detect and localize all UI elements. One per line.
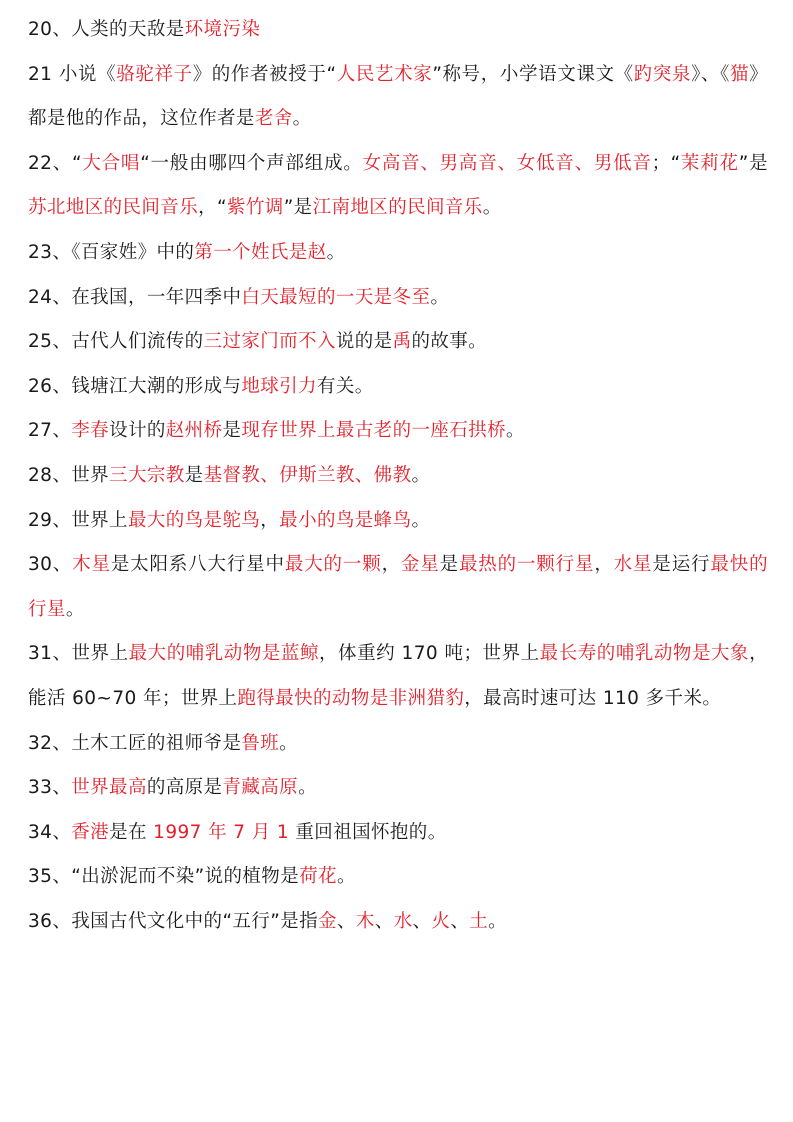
highlighted-answer: 紫竹调: [227, 197, 284, 219]
highlighted-answer: 白天最短的一天是冬至: [241, 286, 431, 308]
highlighted-answer: 鲁班: [241, 732, 280, 754]
fact-item-22: [28, 142, 768, 231]
question-text: ”称号，小学语文课文《: [432, 63, 634, 85]
highlighted-answer: 香港: [71, 821, 110, 843]
question-text: 说的是: [335, 331, 393, 353]
highlighted-answer: 趵突泉: [633, 63, 692, 85]
question-text: 、: [336, 910, 356, 932]
highlighted-answer: 三过家门而不入: [203, 331, 336, 353]
question-text: 》都是他的作品，这位作者是: [28, 63, 768, 130]
highlighted-answer: 女高音、男高音、女低音、男低音: [362, 152, 652, 174]
question-text: 是在: [109, 821, 154, 843]
highlighted-answer: 金星: [400, 554, 440, 576]
highlighted-answer: 李春: [71, 420, 110, 442]
highlighted-answer: 跑得最快的动物是非洲猎豹: [237, 687, 465, 709]
question-text: “一般由哪四个声部组成。: [140, 152, 363, 174]
question-text: 29、世界上: [28, 509, 128, 531]
fact-item-20: [28, 8, 768, 53]
question-text: 23、《百家姓》中的: [28, 241, 195, 263]
highlighted-answer: 最热的一颗行星: [458, 554, 595, 576]
question-text: 。: [298, 777, 317, 799]
question-text: 27、: [28, 420, 72, 442]
highlighted-answer: 最小的鸟是蜂鸟: [279, 509, 412, 531]
highlighted-answer: 基督教、伊斯兰教、佛教: [203, 464, 412, 486]
question-text: 24、在我国，一年四季中: [28, 286, 242, 308]
fact-item-24: [28, 276, 768, 321]
question-text: 是: [184, 464, 204, 486]
fact-item-31: [28, 632, 768, 721]
quiz-fact-list: [28, 8, 768, 944]
question-text: ，“: [198, 197, 227, 219]
question-text: ，: [260, 509, 280, 531]
question-text: 36、我国古代文化中的“五行”是指: [28, 910, 319, 932]
fact-item-32: [28, 722, 768, 767]
question-text: 。: [65, 598, 85, 620]
highlighted-answer: 苏北地区的民间音乐: [28, 197, 199, 219]
highlighted-answer: 人民艺术家: [336, 63, 433, 85]
highlighted-answer: 水: [393, 910, 413, 932]
fact-item-34: [28, 811, 768, 856]
highlighted-answer: 三大宗教: [109, 464, 185, 486]
question-text: 32、土木工匠的祖师爷是: [28, 732, 242, 754]
highlighted-answer: 环境污染: [184, 19, 261, 40]
question-text: 。: [336, 866, 356, 888]
question-text: ”是: [283, 197, 313, 219]
highlighted-answer: 江南地区的民间音乐: [312, 197, 483, 219]
highlighted-answer: 荷花: [299, 866, 337, 888]
question-text: 的故事。: [411, 331, 488, 353]
highlighted-answer: 赵州桥: [165, 420, 223, 442]
fact-item-36: [28, 900, 768, 945]
question-text: 。: [430, 286, 450, 308]
question-text: ，最高时速可达 110 多千米。: [464, 687, 722, 709]
question-text: 28、世界: [28, 464, 110, 486]
highlighted-answer: 大合唱: [81, 152, 141, 174]
highlighted-answer: 地球引力: [241, 375, 317, 397]
question-text: ，能活 60~70 年；世界上: [28, 643, 768, 709]
highlighted-answer: 现存世界上最古老的一座石拱桥: [241, 420, 506, 442]
question-text: 、: [374, 910, 394, 932]
question-text: ，: [381, 554, 401, 576]
fact-item-21: [28, 53, 768, 142]
highlighted-answer: 青藏高原: [222, 777, 299, 799]
question-text: 设计的: [109, 420, 166, 442]
question-text: 是运行: [652, 554, 711, 576]
highlighted-answer: 水星: [613, 554, 653, 576]
question-text: 。: [505, 420, 525, 442]
question-text: 。: [488, 910, 508, 932]
question-text: 20、人类的天敌是: [28, 19, 185, 40]
question-text: 、: [412, 910, 432, 932]
question-text: 是: [439, 554, 459, 576]
fact-item-27: [28, 409, 768, 454]
highlighted-answer: 第一个姓氏是赵: [194, 241, 327, 263]
highlighted-answer: 茉莉花: [680, 152, 739, 174]
question-text: 35、“出淤泥而不染”说的植物是: [28, 866, 300, 888]
question-text: 是: [222, 420, 242, 442]
document-page: [28, 8, 768, 944]
question-text: 》、《: [691, 63, 730, 85]
question-text: 。: [326, 241, 346, 263]
highlighted-answer: 老舍: [254, 108, 293, 130]
question-text: 。: [411, 509, 431, 531]
question-text: ”是: [738, 152, 769, 174]
fact-item-30: [28, 543, 768, 632]
question-text: 26、钱塘江大潮的形成与: [28, 375, 242, 397]
highlighted-answer: 金: [318, 910, 337, 932]
question-text: ，: [594, 554, 614, 576]
question-text: 重回祖国怀抱的。: [289, 821, 447, 843]
fact-item-28: [28, 454, 768, 499]
question-text: 22、“: [28, 152, 82, 174]
highlighted-answer: 禹: [392, 331, 412, 353]
fact-item-25: [28, 320, 768, 365]
highlighted-answer: 最大的鸟是鸵鸟: [127, 509, 261, 531]
highlighted-answer: 土: [469, 910, 489, 932]
highlighted-answer: 火: [431, 910, 451, 932]
fact-item-29: [28, 499, 768, 544]
highlighted-answer: 最快的行星: [28, 554, 768, 620]
highlighted-answer: 最大的哺乳动物是蓝鲸: [128, 643, 319, 665]
question-text: ，体重约 170 吨；世界上: [319, 643, 540, 665]
highlighted-answer: 最长寿的哺乳动物是大象: [539, 643, 750, 665]
fact-item-33: [28, 766, 768, 811]
question-text: 33、: [28, 777, 72, 799]
highlighted-answer: 猫: [729, 63, 750, 85]
question-text: 、: [450, 910, 470, 932]
highlighted-answer: 最大的一颗: [284, 554, 382, 576]
highlighted-answer: 世界最高: [71, 777, 147, 799]
question-text: 31、世界上: [28, 643, 129, 665]
question-text: 25、古代人们流传的: [28, 331, 204, 353]
question-text: 。: [482, 197, 502, 219]
question-text: 。: [411, 464, 431, 486]
question-text: 是太阳系八大行星中: [110, 554, 285, 576]
highlighted-answer: 木: [355, 910, 375, 932]
question-text: 的高原是: [146, 777, 223, 799]
question-text: 有关。: [316, 375, 374, 397]
question-text: ；“: [651, 152, 681, 174]
fact-item-26: [28, 365, 768, 410]
question-text: 30、: [28, 554, 73, 576]
highlighted-answer: 1997 年 7 月 1: [153, 821, 290, 843]
fact-item-23: [28, 231, 768, 276]
question-text: 21 小说《: [28, 63, 117, 85]
highlighted-answer: 骆驼祥子: [116, 63, 193, 85]
question-text: 。: [292, 108, 312, 130]
fact-item-35: [28, 855, 768, 900]
question-text: 》的作者被授于“: [192, 63, 337, 85]
question-text: 34、: [28, 821, 72, 843]
question-text: 。: [279, 732, 299, 754]
highlighted-answer: 木星: [72, 554, 111, 576]
